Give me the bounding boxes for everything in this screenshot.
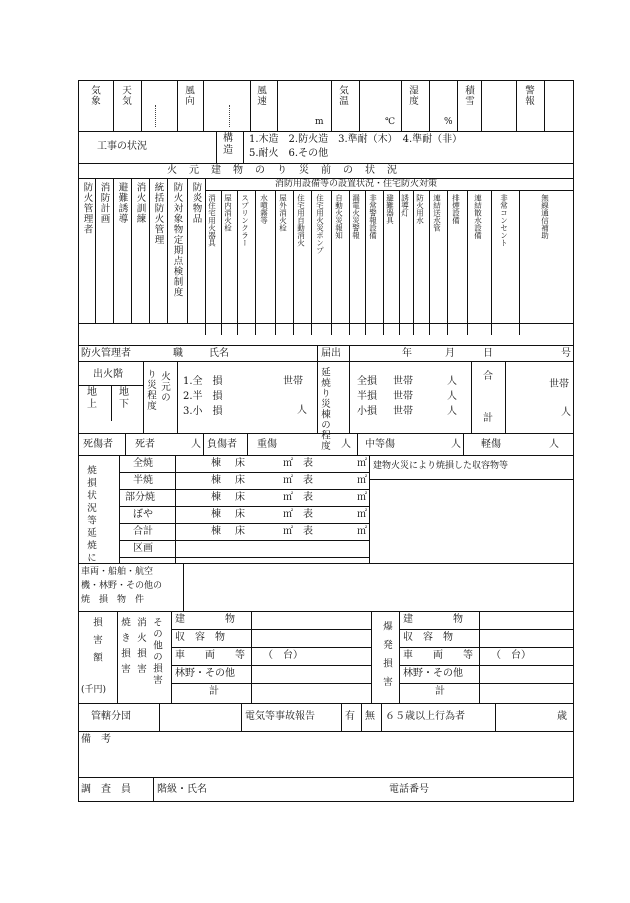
injured-label: 負傷者 bbox=[207, 439, 237, 450]
district-label: 管轄分団 bbox=[91, 711, 131, 722]
burn-row-label: 合計 bbox=[133, 526, 153, 537]
remarks-label: 備 考 bbox=[81, 734, 111, 745]
construction-label: 工事の状況 bbox=[97, 141, 147, 152]
explosion-label: 爆発損害 bbox=[381, 621, 392, 695]
yes-label: 有 bbox=[345, 711, 355, 722]
burn-surface: 表 bbox=[303, 526, 313, 537]
spread-p2: 人 bbox=[447, 391, 457, 402]
fire-report-form bbox=[78, 80, 574, 802]
explosion-item: 林野・その他 bbox=[403, 668, 463, 679]
loss-unit: (千円) bbox=[81, 685, 107, 695]
struct-line2: 5.耐火 6.その他 bbox=[249, 148, 329, 159]
severe-label: 重傷 bbox=[257, 439, 277, 450]
month-label: 月 bbox=[445, 348, 455, 359]
contents-title: 建物火災により焼損した収容物等 bbox=[373, 461, 509, 471]
burn-building: 棟 bbox=[211, 492, 221, 503]
prefire-col-6: 防炎物品 bbox=[190, 182, 202, 224]
spread-p1: 人 bbox=[447, 376, 457, 387]
prefire-col-4: 統括防火管理 bbox=[152, 182, 164, 245]
temp-unit: ℃ bbox=[385, 117, 396, 127]
burn-building: 棟 bbox=[211, 526, 221, 537]
prefire-col-15: 漏電火災警報 bbox=[351, 194, 361, 239]
burn-building: 棟 bbox=[211, 458, 221, 469]
casualty-label: 死傷者 bbox=[83, 439, 113, 450]
vehicles-line1: 車両・船舶・航空 bbox=[81, 567, 154, 577]
dead-p: 人 bbox=[191, 439, 201, 450]
burn-m2a: ㎡ bbox=[283, 492, 293, 503]
burn-surface: 表 bbox=[303, 458, 313, 469]
loss-item: 林野・その他 bbox=[175, 668, 235, 679]
no-label: 無 bbox=[365, 711, 375, 722]
loss-item: 車 両 等 bbox=[175, 650, 245, 661]
severe-p: 人 bbox=[341, 439, 351, 450]
prefire-col-5: 防火対象物定期点検制度 bbox=[171, 182, 183, 298]
burn-m2b: ㎡ bbox=[357, 509, 367, 520]
elec-label: 電気等事故報告 bbox=[245, 711, 315, 722]
burn-row-label: ぼや bbox=[133, 509, 153, 520]
loss-type: 焼き損害 bbox=[119, 617, 130, 679]
spread-p3: 人 bbox=[447, 406, 457, 417]
loss-item: 収 容 物 bbox=[175, 632, 225, 643]
elder-label: ６５歳以上行為者 bbox=[385, 711, 465, 722]
hum-unit: % bbox=[444, 117, 453, 127]
humidity-label: 湿度 bbox=[407, 85, 418, 106]
light-label: 軽傷 bbox=[481, 439, 501, 450]
burn-row-label: 半焼 bbox=[133, 475, 153, 486]
burn-row-label: 全焼 bbox=[133, 458, 153, 469]
burn-m2b: ㎡ bbox=[357, 475, 367, 486]
moderate-label: 中等傷 bbox=[365, 439, 395, 450]
spread-label: 延焼り災棟の程度 bbox=[319, 367, 330, 451]
prefire-col-10: 水噴霧等 bbox=[259, 194, 269, 224]
burn-building: 棟 bbox=[211, 509, 221, 520]
burn-floor: 床 bbox=[235, 492, 245, 503]
loss-vehicle-unit: （ 台） bbox=[263, 650, 303, 661]
prefire-col-19: 防火用水 bbox=[415, 194, 425, 224]
vehicles-line3: 焼 損 物 件 bbox=[81, 595, 145, 605]
prefire-col-22: 連結散水設備 bbox=[473, 194, 483, 239]
prefire-col-21: 排煙設備 bbox=[451, 194, 461, 224]
loss-label: 損害額 bbox=[91, 617, 102, 670]
day-label: 日 bbox=[483, 348, 493, 359]
spread-hh3: 世帯 bbox=[393, 406, 413, 417]
prefire-col-17: 避難器具 bbox=[385, 194, 395, 224]
burn-row-label: 部分焼 bbox=[125, 492, 155, 503]
total-hh: 世帯 bbox=[549, 379, 569, 390]
warning-label: 警報 bbox=[523, 85, 534, 106]
light-p: 人 bbox=[549, 439, 559, 450]
prefire-col-16: 非常警報設備 bbox=[368, 194, 378, 239]
spread-small: 小損 bbox=[357, 406, 377, 417]
wind-unit: m bbox=[315, 117, 324, 127]
prefire-col-14: 自動火災報知 bbox=[334, 194, 344, 239]
burn-m2a: ㎡ bbox=[283, 526, 293, 537]
explosion-item: 収 容 物 bbox=[403, 632, 453, 643]
burn-m2a: ㎡ bbox=[283, 458, 293, 469]
spread-all: 全損 bbox=[357, 376, 377, 387]
prefire-title: 火 元 建 物 の り 災 前 の 状 況 bbox=[167, 165, 398, 176]
burn-surface: 表 bbox=[303, 509, 313, 520]
loss-other: その他の損害 bbox=[151, 617, 162, 686]
number-label: 号 bbox=[561, 348, 571, 359]
total-a: 合 bbox=[483, 371, 493, 382]
prefire-col-20: 連結送水管 bbox=[432, 194, 442, 232]
prefire-col-13: 住宅用火災ポンプ bbox=[315, 194, 325, 254]
origin-opt1: 1.全 損 bbox=[183, 376, 223, 387]
spread-hh2: 世帯 bbox=[393, 391, 413, 402]
struct-line1: 1.木造 2.防火造 3.準耐（木） 4.準耐（非） bbox=[249, 134, 463, 145]
origin-label: り災程度 bbox=[145, 369, 156, 411]
tenki-label: 天気 bbox=[120, 85, 131, 106]
age-label: 歳 bbox=[557, 711, 567, 722]
above-label: 地上 bbox=[87, 387, 97, 410]
burn-floor: 床 bbox=[235, 458, 245, 469]
loss-item: 建 物 bbox=[175, 614, 235, 625]
total-b: 計 bbox=[483, 413, 493, 424]
origin-opt2: 2.半 損 bbox=[183, 391, 223, 402]
loss-sub: 消火損害 bbox=[135, 617, 146, 679]
origin-sub: 火元の bbox=[159, 371, 170, 403]
explosion-item: 車 両 等 bbox=[403, 650, 473, 661]
origin-p: 人 bbox=[297, 405, 307, 416]
spread-hh1: 世帯 bbox=[393, 376, 413, 387]
moderate-p: 人 bbox=[451, 439, 461, 450]
struct-label: 構造 bbox=[223, 133, 233, 156]
burn-m2a: ㎡ bbox=[283, 509, 293, 520]
year-label: 年 bbox=[402, 348, 412, 359]
spread-half: 半損 bbox=[357, 391, 377, 402]
burn-floor: 床 bbox=[235, 475, 245, 486]
burn-m2b: ㎡ bbox=[357, 458, 367, 469]
burn-m2a: ㎡ bbox=[283, 475, 293, 486]
origin-hh: 世帯 bbox=[283, 376, 303, 387]
below-label: 地下 bbox=[119, 387, 129, 410]
burn-surface: 表 bbox=[303, 492, 313, 503]
total-p: 人 bbox=[561, 407, 571, 418]
prefire-col-9: スプリンクラー bbox=[240, 194, 250, 247]
rank-name-label: 階級・氏名 bbox=[157, 784, 207, 795]
manager-label: 防火管理者 bbox=[81, 348, 131, 359]
prefire-col-0: 防火管理者 bbox=[81, 182, 93, 235]
prefire-col-3: 消火訓練 bbox=[134, 182, 146, 224]
burn-building: 棟 bbox=[211, 475, 221, 486]
investigator-label: 調 査 員 bbox=[81, 784, 131, 795]
wind-speed-label: 風速 bbox=[255, 85, 266, 106]
phone-label: 電話番号 bbox=[389, 784, 429, 795]
manager-role: 職 bbox=[173, 348, 183, 359]
burn-surface: 表 bbox=[303, 475, 313, 486]
weather-label: 気象 bbox=[89, 85, 100, 106]
explosion-vehicle-unit: （ 台） bbox=[491, 650, 531, 661]
temp-label: 気温 bbox=[337, 85, 348, 106]
manager-name: 氏名 bbox=[209, 348, 229, 359]
floor-label: 出火階 bbox=[93, 369, 123, 380]
explosion-item: 建 物 bbox=[403, 614, 463, 625]
prefire-col-8: 屋内消火栓 bbox=[223, 194, 233, 232]
burn-floor: 床 bbox=[235, 526, 245, 537]
dead-label: 死者 bbox=[135, 439, 155, 450]
prefire-col-18: 誘導灯 bbox=[400, 194, 410, 217]
burn-floor: 床 bbox=[235, 509, 245, 520]
prefire-col-2: 避難誘導 bbox=[116, 182, 128, 224]
prefire-col-7: 消住宅用火器具 bbox=[207, 194, 217, 247]
prefire-col-12: 住宅用自動消火 bbox=[296, 194, 306, 247]
prefire-col-11: 屋外消火栓 bbox=[278, 194, 288, 232]
prefire-col-1: 消防計画 bbox=[98, 182, 110, 224]
burn-m2b: ㎡ bbox=[357, 526, 367, 537]
snow-label: 積雪 bbox=[463, 85, 474, 106]
equip-title: 消防用設備等の設置状況・住宅防火対策 bbox=[275, 179, 438, 189]
explosion-item: 計 bbox=[435, 686, 445, 697]
prefire-col-23: 非常コンセント bbox=[499, 194, 509, 247]
origin-opt3: 3.小 損 bbox=[183, 406, 223, 417]
burn-label: 焼損状況等延焼に bbox=[85, 465, 96, 565]
loss-item: 計 bbox=[209, 686, 219, 697]
wind-dir-label: 風向 bbox=[183, 85, 194, 106]
prefire-col-24: 無線通信補助 bbox=[540, 194, 550, 239]
vehicles-line2: 機・林野・その他の bbox=[81, 581, 163, 591]
burn-row-label: 区画 bbox=[133, 543, 153, 554]
burn-m2b: ㎡ bbox=[357, 492, 367, 503]
filed-label: 届出 bbox=[321, 348, 341, 359]
